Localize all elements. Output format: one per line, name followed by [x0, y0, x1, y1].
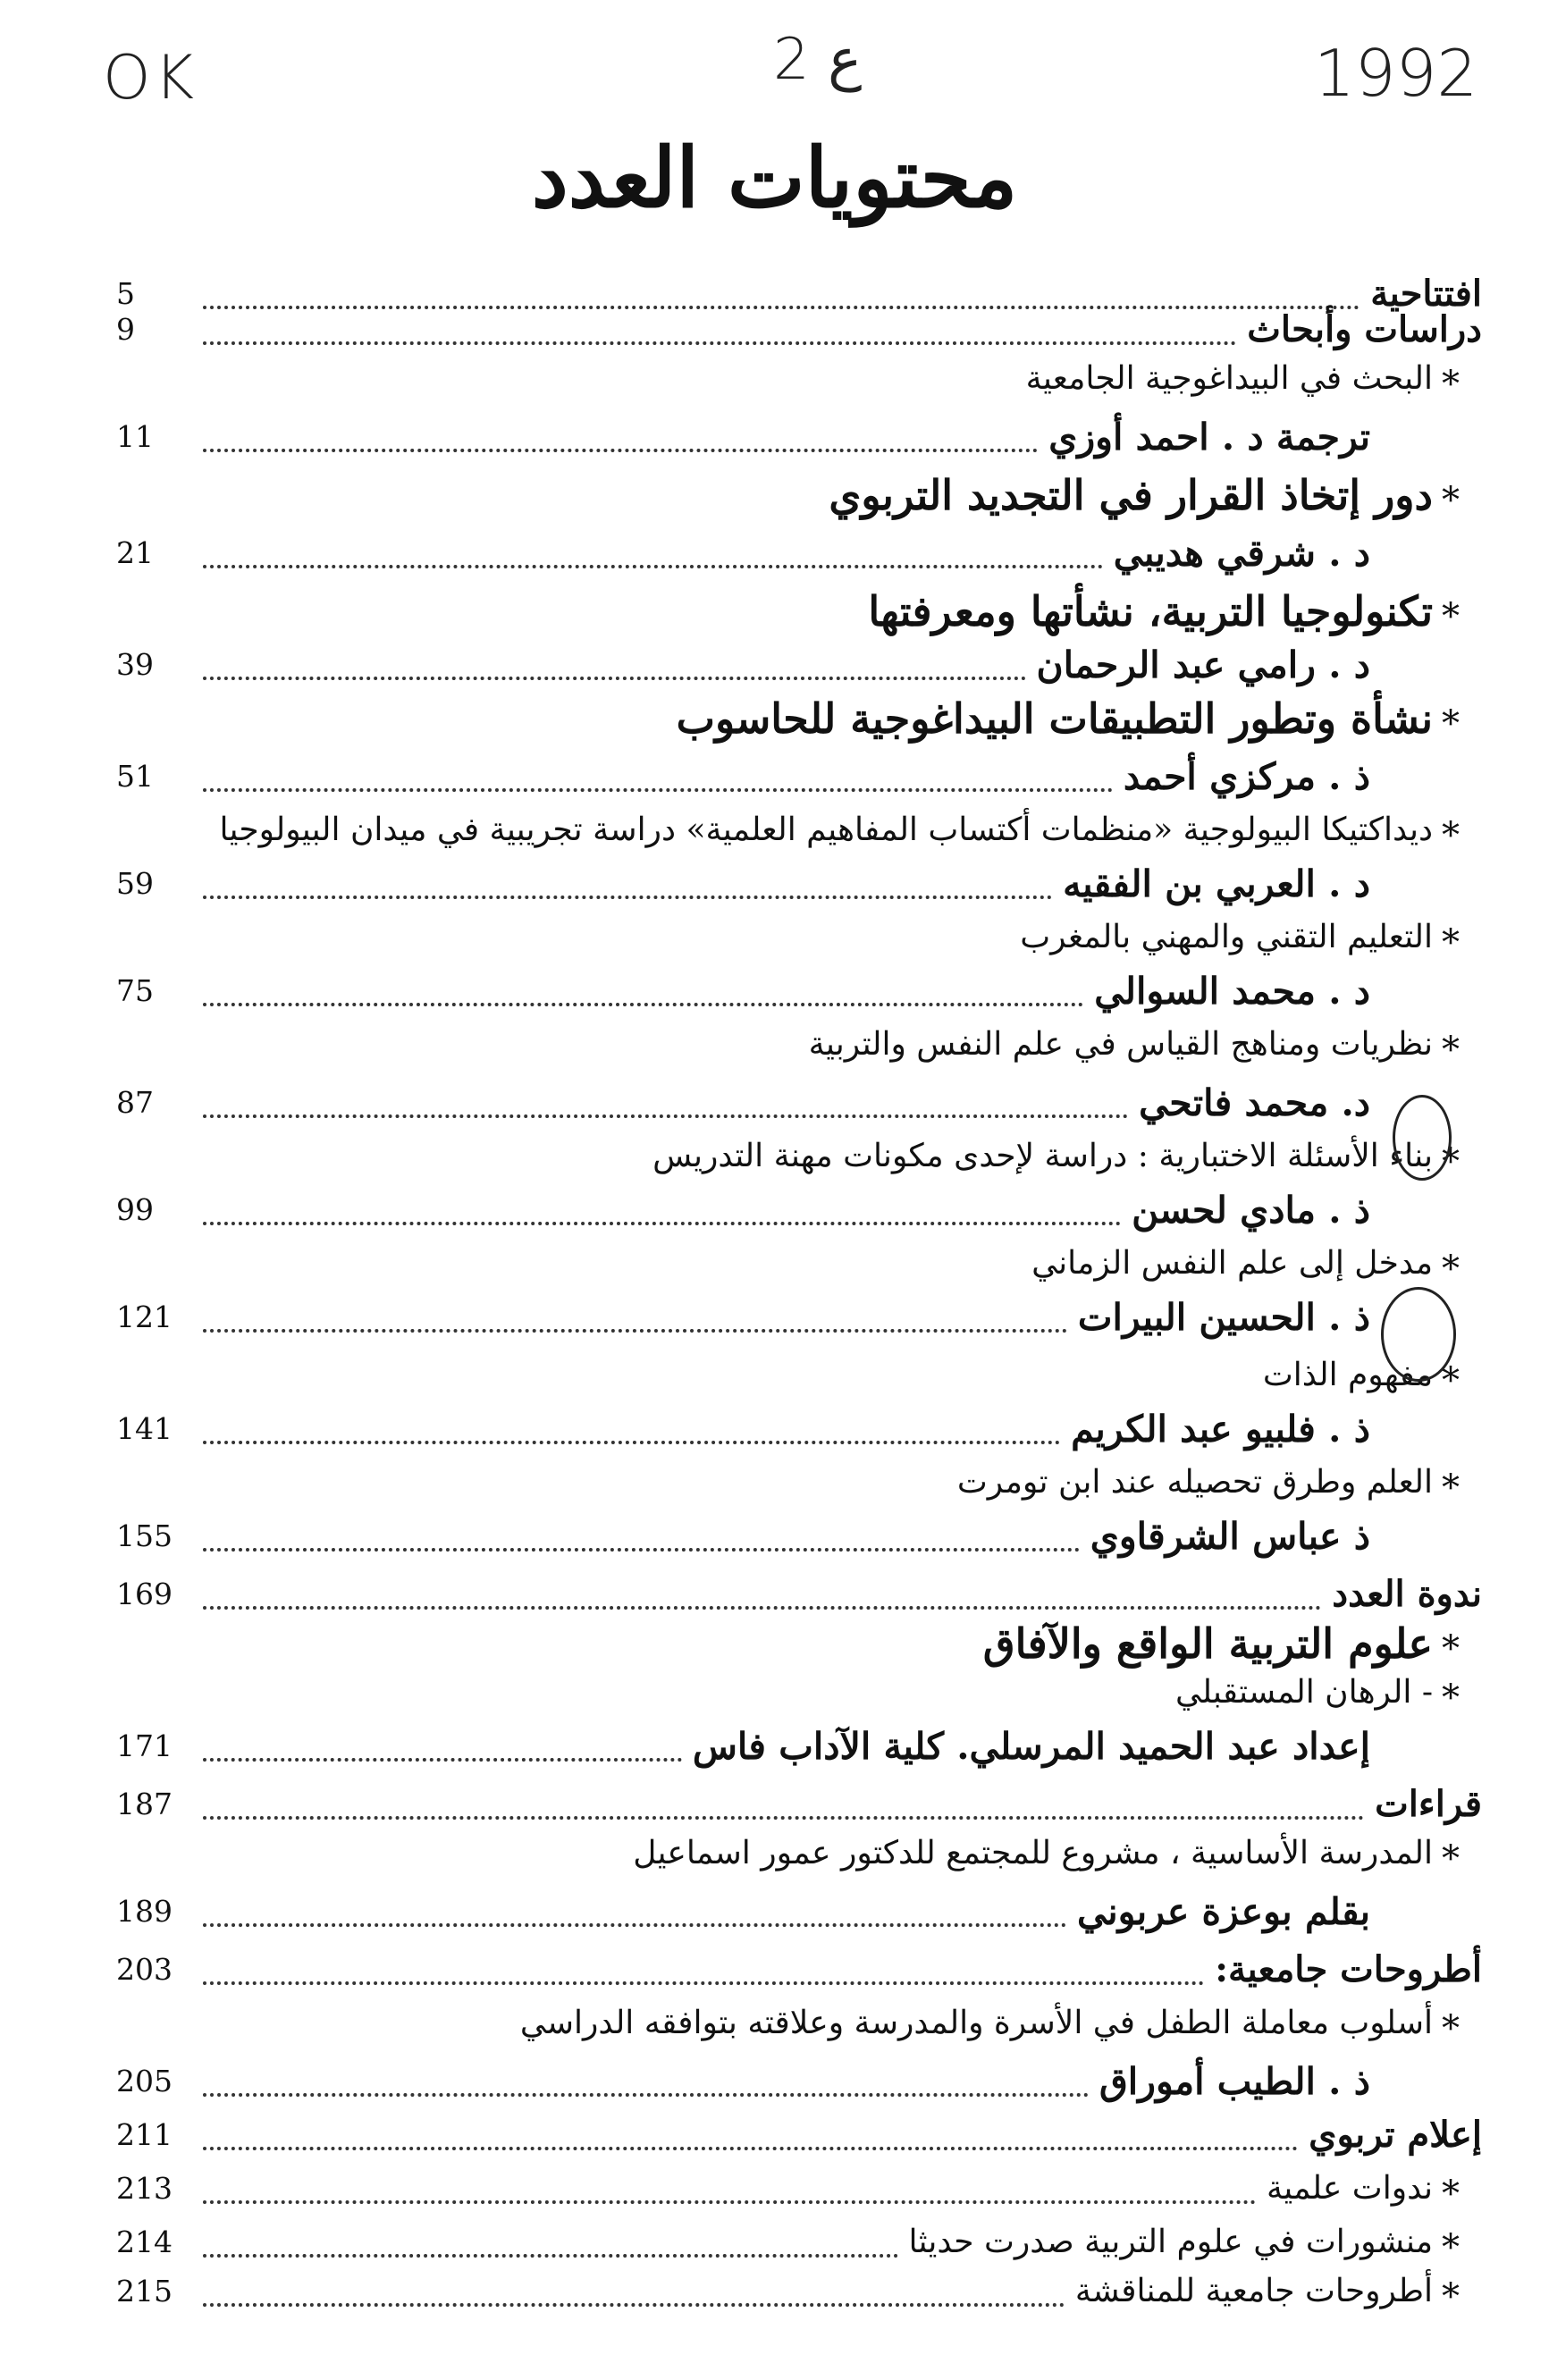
dot-leader: [203, 1923, 1066, 1927]
toc-entry: [116, 527, 1370, 579]
toc-entry-text: بقلم بوعزة عربوني: [1077, 1890, 1370, 1933]
asterisk-bullet: *: [1442, 2008, 1460, 2049]
asterisk-bullet: *: [1442, 1360, 1460, 1401]
page-number: 203: [116, 1952, 173, 1987]
page-number: 213: [116, 2171, 173, 2206]
toc-entry-text: د . محمد السوالي: [1094, 970, 1370, 1013]
dot-leader: [203, 565, 1103, 568]
toc-entry: [116, 639, 1370, 691]
toc-entry: [116, 1997, 1460, 2049]
dot-leader: [203, 1758, 682, 1762]
page-number: 211: [116, 2117, 173, 2152]
page-number: 21: [116, 535, 154, 570]
page-number: 121: [116, 1299, 173, 1334]
hand-drawn-circle: [1381, 1287, 1456, 1382]
toc-entry-text: نظريات ومناهج القياس في علم النفس والتربية: [808, 1026, 1433, 1063]
toc-entry: [116, 804, 1460, 856]
toc-entry: [116, 1886, 1370, 1938]
toc-entry: [116, 751, 1370, 803]
page-number: 155: [116, 1518, 173, 1553]
toc-entry-text: نشأة وتطور التطبيقات البيداغوجية للحاسوب: [676, 694, 1433, 743]
toc-entry: [116, 1720, 1370, 1772]
handwritten-ok: OK: [103, 43, 198, 114]
toc-entry: [116, 469, 1460, 521]
toc-entry: [116, 353, 1460, 405]
toc-entry: [116, 912, 1460, 963]
toc-entry: [116, 304, 1482, 356]
page-number: 59: [116, 866, 154, 901]
page-number: 187: [116, 1787, 173, 1821]
toc-entry-text: دور إتخاذ القرار في التجديد التربوي: [829, 471, 1433, 519]
asterisk-bullet: *: [1442, 1838, 1460, 1880]
toc-entry: [116, 1618, 1460, 1669]
toc-entry-text: علوم التربية الواقع والآفاق: [982, 1619, 1433, 1668]
handwritten-issue-number: 2 ع: [773, 27, 863, 93]
dot-leader: [203, 1816, 1364, 1820]
asterisk-bullet: *: [1442, 1030, 1460, 1071]
toc-entry-text: تكنولوجيا التربية، نشأتها ومعرفتها: [868, 587, 1433, 635]
asterisk-bullet: *: [1442, 922, 1460, 963]
toc-entry: [116, 1131, 1460, 1182]
dot-leader: [203, 2254, 898, 2258]
asterisk-bullet: *: [1442, 2227, 1460, 2268]
page-title: محتويات العدد: [531, 130, 1018, 226]
page-number: 9: [116, 312, 135, 347]
toc-entry-text: إعداد عبد الحميد المرسلي. كلية الآداب فاس: [692, 1725, 1370, 1768]
toc-entry: [116, 1568, 1482, 1620]
page-number: 214: [116, 2224, 173, 2259]
dot-leader: [203, 2303, 1065, 2307]
toc-entry-text: د. محمد فاتحي: [1139, 1081, 1370, 1124]
asterisk-bullet: *: [1442, 596, 1460, 637]
toc-entry: [116, 1019, 1460, 1071]
asterisk-bullet: *: [1442, 2276, 1460, 2317]
toc-entry-text: مفهوم الذات: [1262, 1357, 1433, 1393]
page-number: 51: [116, 759, 154, 794]
dot-leader: [203, 677, 1026, 680]
toc-entry-text: د . شرقي هديبي: [1113, 532, 1370, 575]
asterisk-bullet: *: [1442, 480, 1460, 521]
toc-entry-text: د . رامي عبد الرحمان: [1036, 643, 1370, 686]
page-number: 39: [116, 647, 154, 682]
page-number: 169: [116, 1577, 173, 1611]
page-number: 75: [116, 973, 154, 1008]
handwritten-year: 1992: [1314, 36, 1478, 111]
toc-entry: [116, 2163, 1460, 2215]
dot-leader: [203, 896, 1052, 899]
toc-entry: [116, 1184, 1370, 1236]
dot-leader: [203, 1548, 1080, 1552]
page-number: 99: [116, 1192, 154, 1227]
toc-entry: [116, 2266, 1460, 2317]
page-number: 11: [116, 419, 154, 454]
dot-leader: [203, 1003, 1083, 1006]
toc-entry: [116, 1238, 1460, 1290]
toc-entry: [116, 858, 1370, 910]
toc-entry-text: منشورات في علوم التربية صدرت حديثا: [908, 2224, 1433, 2260]
toc-entry-text: العلم وطرق تحصيله عند ابن تومرت: [956, 1464, 1433, 1501]
toc-entry-text: ديداكتيكا البيولوجية «منظمات أكتساب المفاهيم العلمية» دراسة تجريبية في ميدان البيولوجيا: [219, 812, 1433, 848]
page-number: 141: [116, 1411, 173, 1446]
dot-leader: [203, 2147, 1298, 2150]
page-number: 205: [116, 2064, 173, 2098]
toc-entry: [116, 1291, 1370, 1343]
dot-leader: [203, 341, 1236, 345]
toc-entry-text: ذ . الحسين البيرات: [1077, 1296, 1370, 1339]
toc-entry-text: - الرهان المستقبلي: [1174, 1674, 1433, 1711]
dot-leader: [203, 1114, 1128, 1118]
toc-entry-text: التعليم التقني والمهني بالمغرب: [1020, 919, 1433, 955]
toc-entry: [116, 411, 1370, 463]
toc-entry: [116, 1944, 1482, 1996]
toc-entry-text: ذ . الطيب أموراق: [1099, 2060, 1370, 2103]
dot-leader: [203, 2200, 1256, 2204]
toc-entry: [116, 1667, 1460, 1719]
toc-entry-text: ترجمة د . احمد أوزي: [1048, 416, 1370, 458]
toc-entry: [116, 2056, 1370, 2107]
toc-entry-text: بناء الأسئلة الاختبارية : دراسة لإحدى مكونات مهنة التدريس: [652, 1138, 1433, 1174]
toc-entry: [116, 1828, 1460, 1880]
asterisk-bullet: *: [1442, 1468, 1460, 1509]
hand-drawn-circle: [1393, 1095, 1452, 1181]
asterisk-bullet: *: [1442, 703, 1460, 744]
toc-entry-text: إعلام تربوي: [1309, 2114, 1482, 2156]
toc-entry: [116, 965, 1370, 1017]
toc-entry-text: ذ عباس الشرقاوي: [1090, 1515, 1370, 1558]
toc-entry-text: ندوات علمية: [1266, 2170, 1433, 2207]
toc-entry-text: ذ . فلبيو عبد الكريم: [1071, 1408, 1370, 1451]
dot-leader: [203, 1329, 1067, 1333]
toc-entry-text: دراسات وأبحاث: [1247, 308, 1482, 350]
asterisk-bullet: *: [1442, 815, 1460, 856]
asterisk-bullet: *: [1442, 364, 1460, 405]
page-number: 87: [116, 1085, 154, 1120]
toc-entry: [116, 2216, 1460, 2268]
asterisk-bullet: *: [1442, 1678, 1460, 1719]
dot-leader: [203, 2093, 1089, 2097]
toc-entry: [116, 1077, 1370, 1129]
toc-entry-text: ندوة العدد: [1332, 1573, 1482, 1615]
asterisk-bullet: *: [1442, 1628, 1460, 1669]
toc-entry-text: د . العربي بن الفقيه: [1063, 862, 1370, 905]
toc-entry: [116, 1457, 1460, 1509]
page-number: 5: [116, 276, 135, 311]
toc-entry-text: ذ . مركزي أحمد: [1123, 755, 1370, 798]
table-of-contents: [0, 268, 1549, 2324]
page-number: 215: [116, 2274, 173, 2309]
toc-entry-text: المدرسة الأساسية ، مشروع للمجتمع للدكتور عمور اسماعيل: [633, 1835, 1433, 1871]
toc-entry: [116, 1350, 1460, 1401]
toc-entry: [116, 1510, 1370, 1562]
dot-leader: [203, 788, 1113, 792]
toc-entry-text: أطروحات جامعية للمناقشة: [1074, 2273, 1433, 2309]
asterisk-bullet: *: [1442, 1249, 1460, 1290]
page-number: 171: [116, 1728, 173, 1763]
asterisk-bullet: *: [1442, 2174, 1460, 2215]
dot-leader: [203, 1441, 1060, 1444]
dot-leader: [203, 1981, 1204, 1985]
toc-entry-text: أسلوب معاملة الطفل في الأسرة والمدرسة وعلاقته بتوافقه الدراسي: [519, 2005, 1433, 2041]
toc-entry: [116, 2109, 1482, 2161]
toc-entry-text: قراءات: [1375, 1783, 1482, 1825]
asterisk-bullet: *: [1442, 1141, 1460, 1182]
toc-entry-text: البحث في البيداغوجية الجامعية: [1025, 360, 1433, 397]
dot-leader: [203, 1222, 1121, 1225]
toc-entry-text: أطروحات جامعية:: [1215, 1948, 1482, 1990]
dot-leader: [203, 449, 1038, 452]
toc-entry: [116, 1403, 1370, 1455]
toc-entry-text: ذ . مادي لحسن: [1132, 1189, 1370, 1232]
toc-entry-text: افتتاحية: [1370, 273, 1482, 315]
toc-entry: [116, 1779, 1482, 1830]
dot-leader: [203, 1606, 1321, 1610]
toc-entry: [116, 693, 1460, 744]
page-number: 189: [116, 1894, 173, 1929]
toc-entry: [116, 585, 1460, 637]
toc-entry-text: مدخل إلى علم النفس الزماني: [1031, 1245, 1433, 1282]
